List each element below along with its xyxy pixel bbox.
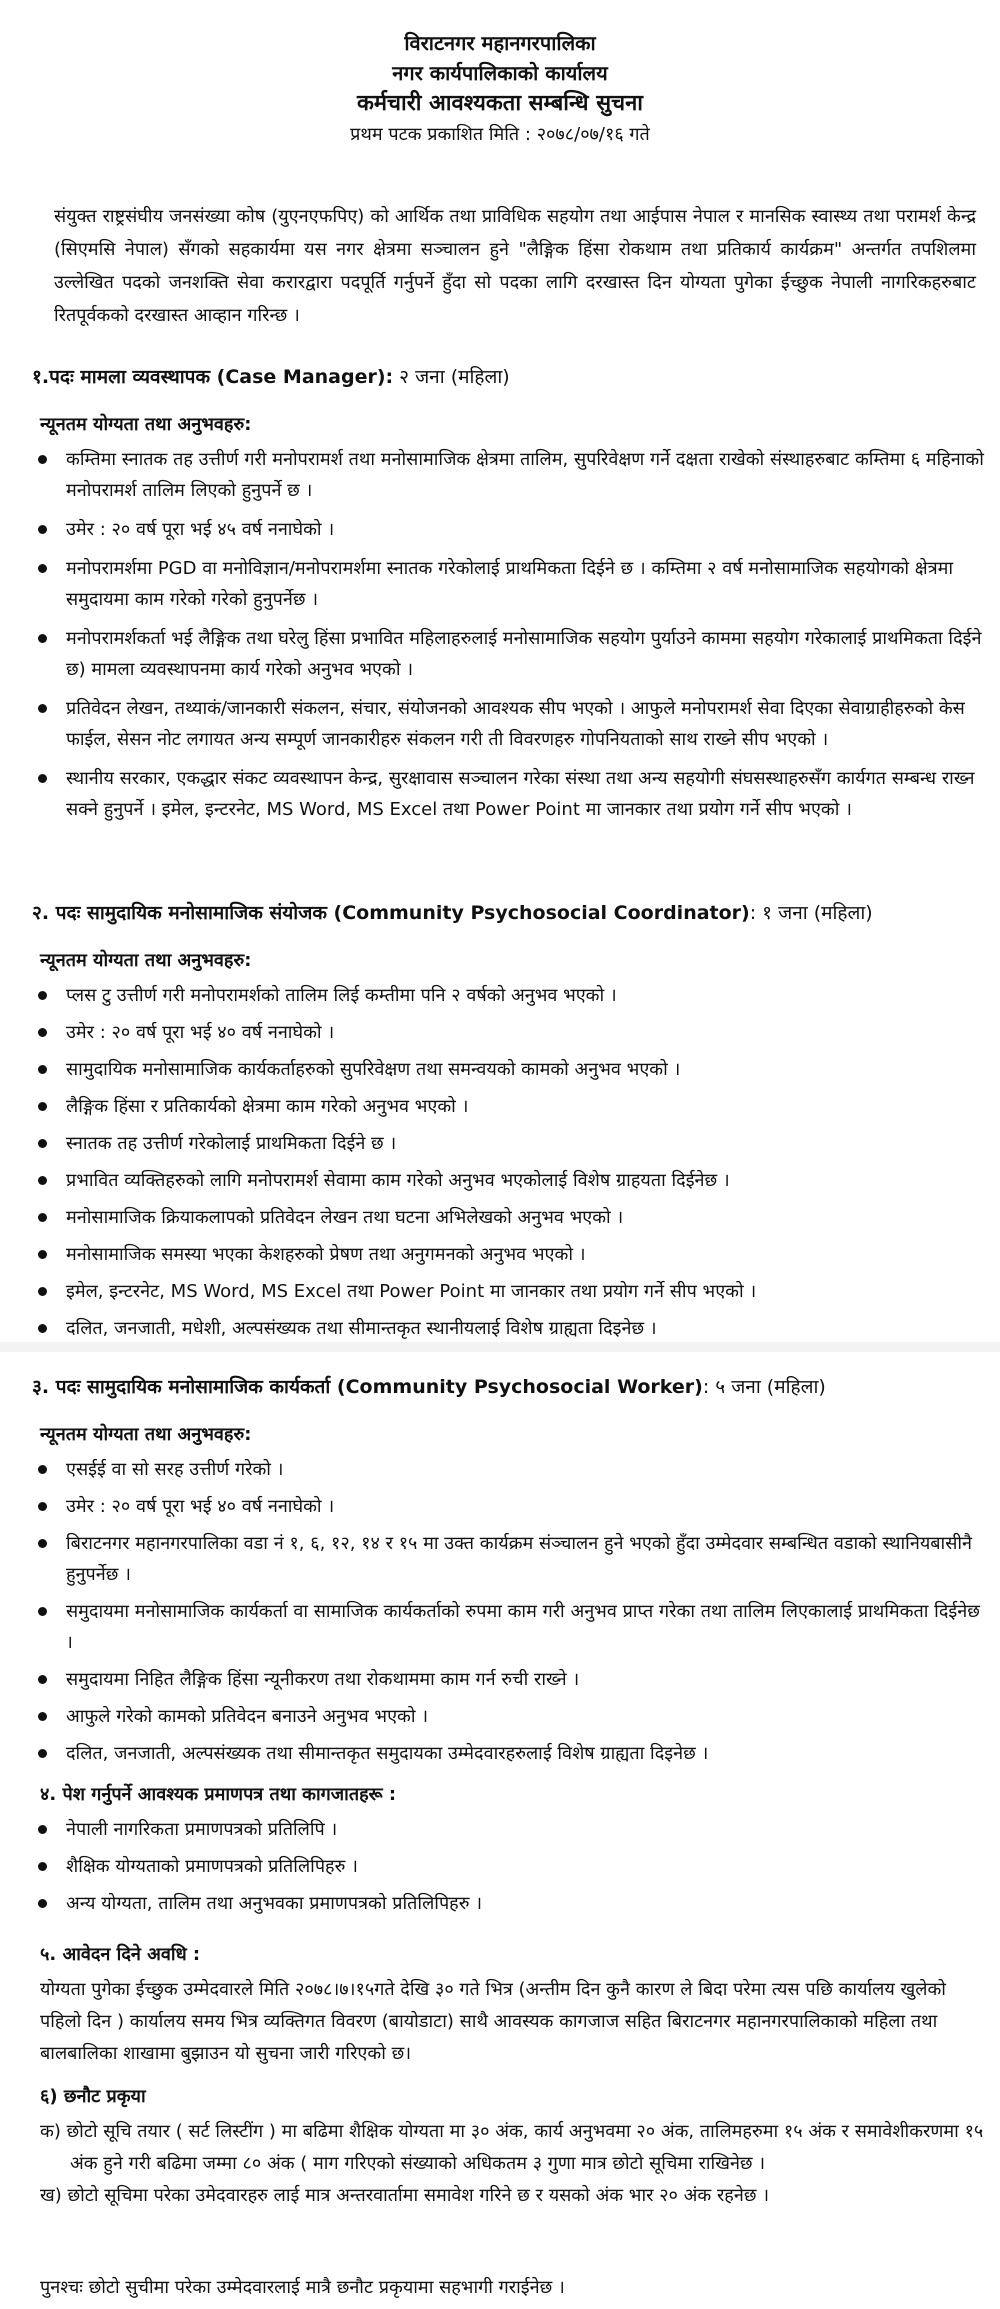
post-2-title: २. पदः सामुदायिक मनोसामाजिक संयोजक (Community Psychosocial Coordinator): १ जना (महिला): [32, 902, 873, 924]
post-2-list: [22, 980, 986, 1344]
list-item: उमेर : २० वर्ष पूरा भई ४० वर्ष ननाघेको ।: [32, 1491, 986, 1522]
notice-header: [0, 0, 1000, 150]
application-period-section: [22, 1940, 986, 2070]
list-item: शैक्षिक योग्यताको प्रमाणपत्रको प्रतिलिपिहरु ।: [32, 1851, 986, 1882]
list-item: नेपाली नागरिकता प्रमाणपत्रको प्रतिलिपि ।: [32, 1814, 986, 1845]
list-item: उमेर : २० वर्ष पूरा भई ४५ वर्ष ननाघेको ।: [32, 514, 986, 545]
documents-list: [22, 1814, 986, 1919]
section-divider: [0, 1342, 1000, 1352]
notice-title: कर्मचारी आवश्यकता सम्बन्धि सुचना: [356, 91, 643, 116]
footer-note: पुनश्चः छोटो सुचीमा परेका उम्मेदवारलाई मात्रै छनौट प्रकृयामा सहभागी गराईनेछ ।: [40, 2277, 565, 2298]
list-item: दलित, जनजाती, अल्पसंख्यक तथा सीमान्तकृत समुदायका उम्मेदवारहरुलाई विशेष ग्राह्यता दिइनेछ ।: [32, 1738, 986, 1769]
list-item: प्रभावित व्यक्तिहरुको लागि मनोपरामर्श सेवामा काम गरेको अनुभव भएकोलाई विशेष ग्राहयता दिईनेछ ।: [32, 1165, 986, 1196]
post-3-section: [22, 1372, 986, 1775]
list-item: लैङ्गिक हिंसा र प्रतिकार्यको क्षेत्रमा काम गरेको अनुभव भएको ।: [32, 1091, 986, 1122]
list-item: उमेर : २० वर्ष पूरा भई ४० वर्ष ननाघेको ।: [32, 1017, 986, 1048]
post-1-title: १.पदः मामला व्यवस्थापक (Case Manager): २ जना (महिला): [32, 366, 510, 388]
selection-process-list: [40, 2116, 986, 2212]
municipality-name: विराटनगर महानगरपालिका: [404, 31, 596, 55]
post-2-qual-heading: न्यूनतम योग्यता तथा अनुभवहरु:: [40, 950, 252, 971]
post-2-section: [22, 898, 986, 1350]
list-item: स्नातक तह उत्तीर्ण गरेकोलाई प्राथमिकता दिईने छ ।: [32, 1128, 986, 1159]
list-item: समुदायमा मनोसामाजिक कार्यकर्ता वा सामाजिक कार्यकर्ताको रुपमा काम गरी अनुभव प्राप्त गरेका तथा तालिम लिएकालाई प्राथमिकता दिईनेछ ।: [32, 1596, 986, 1658]
list-item: दलित, जनजाती, मधेशी, अल्पसंख्यक तथा सीमान्तकृत स्थानीयलाई विशेष ग्राह्यता दिइनेछ ।: [32, 1313, 986, 1344]
list-item: इमेल, इन्टरनेट, MS Word, MS Excel तथा Power Point मा जानकार तथा प्रयोग गर्ने सीप भएको ।: [32, 1276, 986, 1307]
intro-paragraph: संयुक्त राष्ट्रसंघीय जनसंख्या कोष (युएनएफपिए) को आर्थिक तथा प्राविधिक सहयोग तथा आईपास नेपाल र मानसिक स्वास्थ्य तथा परामर्श केन्द्र (सिएमसि नेपाल) सँगको सहकार्यमा यस नगर क्षेत्रमा सञ्चालन हुने "लैङ्गिक हिंसा रोकथाम तथा प्रतिकार्य कार्यक्रम" अन्तर्गत तपशिलमा उल्लेखित पदको जनशक्ति सेवा करारद्वारा पदपूर्ति गर्नुपर्ने हुँदा सो पदका लागि दरखास्त दिन योग्यता पुगेका ईच्छुक नेपाली नागरिकहरुबाट रितपूर्वकको दरखास्त आव्हान गरिन्छ ।: [54, 206, 976, 326]
list-item: मनोसामाजिक समस्या भएका केशहरुको प्रेषण तथा अनुगमनको अनुभव भएको ।: [32, 1239, 986, 1270]
list-item: आफुले गरेको कामको प्रतिवेदन बनाउने अनुभव भएको ।: [32, 1701, 986, 1732]
list-item: स्थानीय सरकार, एकद्धार संकट व्यवस्थापन केन्द्र, सुरक्षावास सञ्चालन गरेका संस्था तथा अन्य सहयोगी संघसस्थाहरुसँग कार्यगत सम्बन्ध राख्न सक्ने हुनुपर्ने । इमेल, इन्टरनेट, MS Word, MS Excel तथा Power Point मा जानकार तथा प्रयोग गर्ने सीप भएको ।: [32, 763, 986, 825]
selection-item-a: क) छोटो सूचि तयार ( सर्ट लिस्टींग ) मा बढिमा शैक्षिक योग्यता मा ३० अंक, कार्य अनुभवमा २० अंक, तालिमहरुमा १५ अंक र समावेशीकरणमा १५ अंक हुने गरी बढिमा जम्मा ८० अंक ( माग गरिएको संख्याको अधिकतम ३ गुणा मात्र छोटो सूचिमा राखिनेछ ।: [40, 2121, 984, 2174]
documents-section: [22, 1780, 986, 1925]
post-1-section: [22, 362, 986, 833]
post-3-title: ३. पदः सामुदायिक मनोसामाजिक कार्यकर्ता (Community Psychosocial Worker): ५ जना (महिला): [32, 1376, 826, 1398]
application-period-text: योग्यता पुगेका ईच्छुक उम्मेदवारले मिति २०७८।७।१५गते देखि ३० गते भित्र (अन्तीम दिन कुनै कारण ले बिदा परेमा त्यस पछि कार्यालय खुलेको पहिलो दिन ) कार्यालय समय भित्र व्यक्तिगत विवरण (बायोडाटा) साथै आवस्यक कागजाज सहित बिराटनगर महानगरपालिकाको महिला तथा बालबालिका शाखामा बुझाउन यो सुचना जारी गरिएको छ।: [40, 1979, 946, 2064]
post-1-list: [22, 444, 986, 825]
list-item: मनोपरामर्शमा PGD वा मनोविज्ञान/मनोपरामर्शमा स्नातक गरेकोलाई प्राथमिकता दिईने छ । कम्तिमा २ वर्ष मनोसामाजिक सहयोगको क्षेत्रमा समुदायमा काम गरेको गरेको हुनुपर्नेछ ।: [32, 553, 986, 615]
selection-process-heading: ६) छनौट प्रकृया: [40, 2086, 146, 2107]
post-1-qual-heading: न्यूनतम योग्यता तथा अनुभवहरु:: [40, 414, 252, 435]
post-3-qual-heading: न्यूनतम योग्यता तथा अनुभवहरु:: [40, 1424, 252, 1445]
list-item: प्लस टु उत्तीर्ण गरी मनोपरामर्शको तालिम लिई कम्तीमा पनि २ वर्षको अनुभव भएको ।: [32, 980, 986, 1011]
selection-item-b: ख) छोटो सूचिमा परेका उमेदवारहरु लाई मात्र अन्तरवार्तामा समावेश गरिने छ र यसको अंक भार २० अंक रहनेछ ।: [40, 2185, 770, 2206]
list-item: कम्तिमा स्नातक तह उत्तीर्ण गरी मनोपरामर्श तथा मनोसामाजिक क्षेत्रमा तालिम, सुपरिवेक्षण गर्ने दक्षता राखेको संस्थाहरुबाट कम्तिमा ६ महिनाको मनोपरामर्श तालिम लिएको हुनुपर्ने छ ।: [32, 444, 986, 506]
list-item: सामुदायिक मनोसामाजिक कार्यकर्ताहरुको सुपरिवेक्षण तथा समन्वयको कामको अनुभव भएको ।: [32, 1054, 986, 1085]
list-item: अन्य योग्यता, तालिम तथा अनुभवका प्रमाणपत्रको प्रतिलिपिहरु ।: [32, 1888, 986, 1919]
publish-date: प्रथम पटक प्रकाशित मिति : २०७८/०७/१६ गते: [350, 124, 650, 145]
list-item: मनोसामाजिक क्रियाकलापको प्रतिवेदन लेखन तथा घटना अभिलेखको अनुभव भएको ।: [32, 1202, 986, 1233]
selection-process-section: [22, 2082, 986, 2212]
list-item: बिराटनगर महानगरपालिका वडा नं १, ६, १२, १४ र १५ मा उक्त कार्यक्रम संञ्चालन हुने भएको हुँदा उम्मेदवार सम्बन्धित वडाको स्थानियबासीनै हुनुपर्नेछ ।: [32, 1528, 986, 1590]
list-item: मनोपरामर्शकर्ता भई लैङ्गिक तथा घरेलु हिंसा प्रभावित महिलाहरुलाई मनोसामाजिक सहयोग पुर्याउने काममा सहयोग गरेकालाई प्राथमिकता दिईने छ) मामला व्यवस्थापनमा कार्य गरेको अनुभव भएको ।: [32, 623, 986, 685]
office-name: नगर कार्यपालिकाको कार्यालय: [392, 61, 608, 85]
application-period-heading: ५. आवेदन दिने अवधि :: [40, 1944, 201, 1965]
post-3-list: [22, 1454, 986, 1769]
documents-heading: ४. पेश गर्नुपर्ने आवश्यक प्रमाणपत्र तथा कागजातहरू :: [40, 1784, 397, 1805]
list-item: प्रतिवेदन लेखन, तथ्याकं/जानकारी संकलन, संचार, संयोजनको आवश्यक सीप भएको । आफुले मनोपरामर्श सेवा दिएका सेवाग्राहीहरुको केस फाईल, सेसन नोट लगायत अन्य सम्पूर्ण जानकारीहरु संकलन गरी ती विवरणहरु गोपनियताको साथ राख्ने सीप भएको ।: [32, 693, 986, 755]
list-item: एसईई वा सो सरह उत्तीर्ण गरेको ।: [32, 1454, 986, 1485]
footer-note-section: [22, 2268, 986, 2304]
list-item: समुदायमा निहित लैङ्गिक हिंसा न्यूनीकरण तथा रोकथाममा काम गर्न रुची राख्ने ।: [32, 1664, 986, 1695]
